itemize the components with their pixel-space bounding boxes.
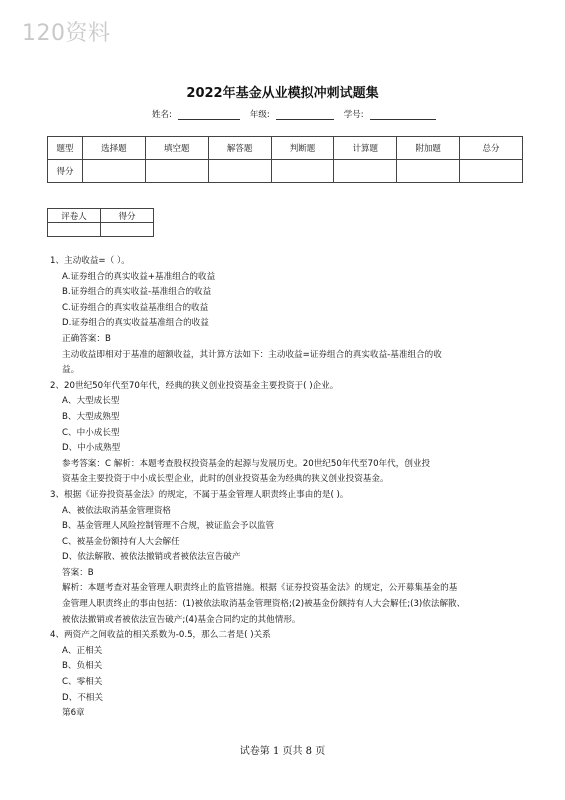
answer-line: C、被基金份额持有人大会解任 xyxy=(62,536,180,547)
grader-cell[interactable] xyxy=(101,223,154,237)
answer-line: 资基金主要投资于中小成长型企业，此时的创业投资基金为经典的狭义创业投资基金。 xyxy=(62,474,389,485)
answer-line: D.证券组合的真实收益基准组合的收益 xyxy=(62,318,209,329)
answer-line: B、大型成熟型 xyxy=(62,411,120,422)
answer-line: B、基金管理人风险控制管理不合规，被证监会予以监管 xyxy=(62,521,275,532)
score-header-cell: 计算题 xyxy=(334,137,397,160)
answer-line: 益。 xyxy=(62,365,80,376)
score-cell[interactable] xyxy=(83,160,146,183)
name-blank xyxy=(178,109,240,120)
id-blank xyxy=(370,109,436,120)
score-row-label: 得分 xyxy=(48,160,83,183)
answer-line: 答案：B xyxy=(62,567,94,578)
score-cell[interactable] xyxy=(208,160,271,183)
watermark-logo: 120资料 xyxy=(22,21,111,46)
score-header-cell: 选择题 xyxy=(83,137,146,160)
page-footer: 试卷第 1 页共 8 页 xyxy=(239,746,326,757)
student-info-line xyxy=(152,108,436,120)
score-cell[interactable] xyxy=(460,160,523,183)
answer-line: 解析：本题考查对基金管理人职责终止的监管措施。根据《证券投资基金法》的规定，公开募集基金的基 xyxy=(62,583,458,594)
score-header-cell: 判断题 xyxy=(271,137,334,160)
grade-label: 年级: xyxy=(249,110,270,120)
answer-line: D、中小成熟型 xyxy=(62,443,121,454)
score-header-cell: 解答题 xyxy=(208,137,271,160)
answer-line: 第6章 xyxy=(62,708,85,719)
grader-cell[interactable] xyxy=(48,223,101,237)
name-label: 姓名: xyxy=(152,110,172,120)
grader-header-cell: 评卷人 xyxy=(48,209,101,223)
answer-line: D、不相关 xyxy=(62,692,103,703)
question-line: 4、两资产之间收益的相关系数为-0.5，那么二者是( )关系 xyxy=(50,630,271,641)
answer-line: C.证券组合的真实收益基准组合的收益 xyxy=(62,302,209,313)
score-cell[interactable] xyxy=(145,160,208,183)
answer-line: 正确答案：B xyxy=(62,333,111,344)
score-cell[interactable] xyxy=(271,160,334,183)
grader-header-cell: 得分 xyxy=(101,209,154,223)
answer-line: A、被依法取消基金管理资格 xyxy=(62,505,172,516)
question-line: 2、20世纪50年代至70年代，经典的狭义创业投资基金主要投资于( )企业。 xyxy=(50,380,339,391)
answer-line: C、零相关 xyxy=(62,677,103,688)
answer-line: 参考答案：C 解析：本题考查股权投资基金的起源与发展历史。20世纪50年代至70年代，创业投 xyxy=(62,458,431,469)
answer-line: 主动收益即相对于基准的超额收益，其计算方法如下：主动收益=证券组合的真实收益-基准组合的收 xyxy=(62,349,442,360)
score-header-cell: 题型 xyxy=(48,137,83,160)
id-label: 学号: xyxy=(343,110,364,120)
grade-blank xyxy=(276,109,334,120)
answer-line: D、依法解散、被依法撤销或者被依法宣告破产 xyxy=(62,552,241,563)
score-table-header-row xyxy=(48,137,523,160)
score-cell[interactable] xyxy=(397,160,460,183)
question-line: 1、主动收益=（ ）。 xyxy=(50,256,130,266)
score-header-cell: 总分 xyxy=(460,137,523,160)
score-table xyxy=(47,136,523,183)
grader-header-row xyxy=(48,209,154,223)
answer-line: A、大型成长型 xyxy=(62,396,120,407)
score-cell[interactable] xyxy=(334,160,397,183)
answer-line: B.证券组合的真实收益-基准组合的收益 xyxy=(62,287,212,298)
answer-line: 被依法撤销或者被依法宣告破产;(4)基金合同约定的其他情形。 xyxy=(62,614,301,625)
question-line: 3、根据《证券投资基金法》的规定，不属于基金管理人职责终止事由的是( )。 xyxy=(50,489,349,500)
score-table-score-row xyxy=(48,160,523,183)
answer-line: B、负相关 xyxy=(62,661,103,672)
answer-line: 金管理人职责终止的事由包括：(1)被依法取消基金管理资格;(2)被基金份额持有人大会解任;(3)依法解散、 xyxy=(62,599,466,610)
score-header-cell: 附加题 xyxy=(397,137,460,160)
question-content xyxy=(50,254,520,722)
answer-line: A.证券组合的真实收益+基准组合的收益 xyxy=(62,271,216,282)
grader-empty-row xyxy=(48,223,154,237)
page-title: 2022年基金从业模拟冲刺试题集 xyxy=(186,86,379,101)
score-header-cell: 填空题 xyxy=(145,137,208,160)
answer-line: C、中小成长型 xyxy=(62,427,120,438)
grader-table xyxy=(47,208,154,237)
answer-line: A、正相关 xyxy=(62,645,103,656)
